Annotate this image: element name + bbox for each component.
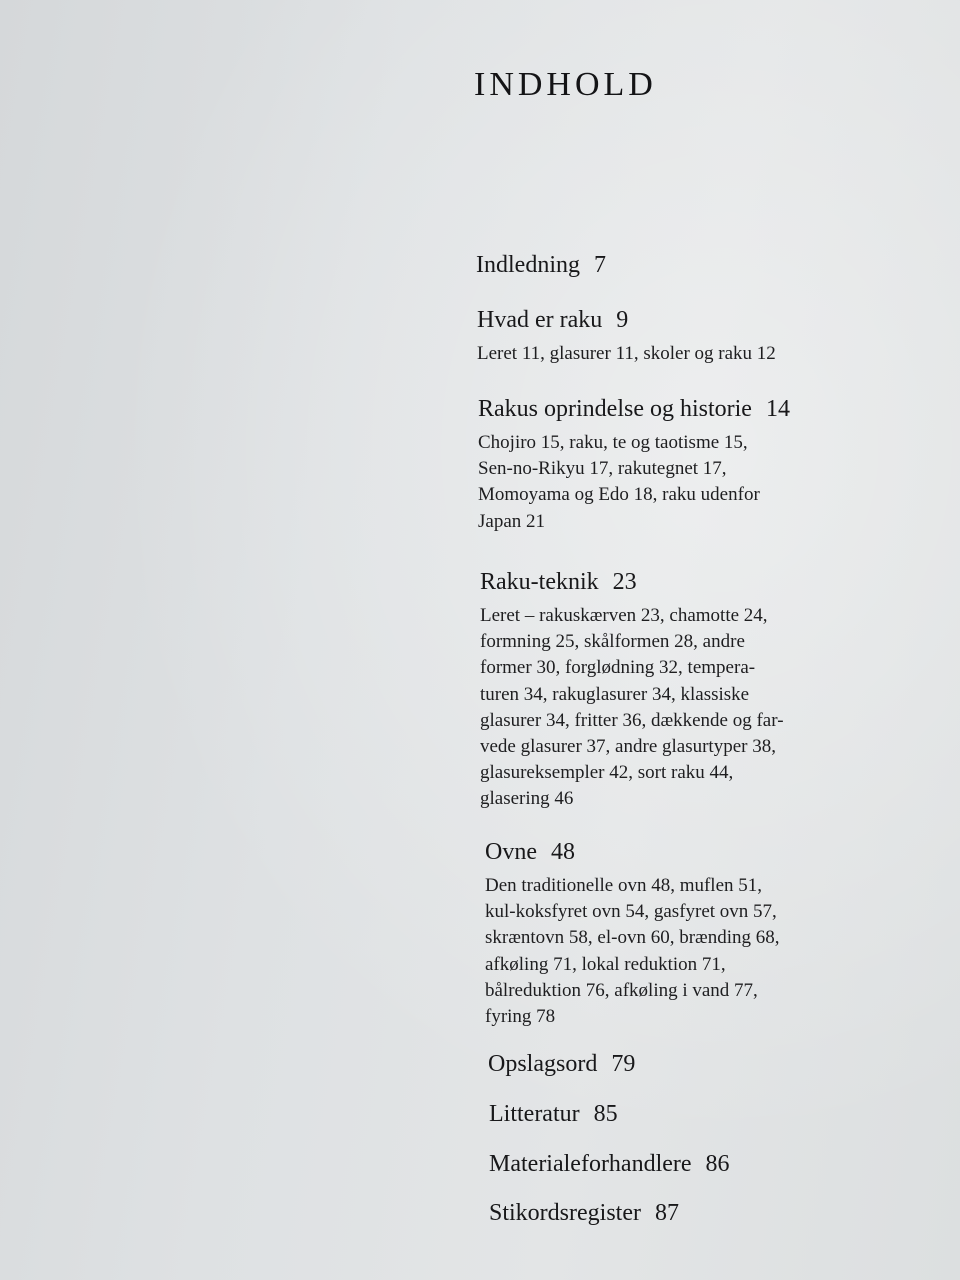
toc-entry-heading	[485, 837, 885, 867]
entry-title: Rakus oprindelse og historie	[478, 396, 752, 422]
subtopic-line: Japan 21	[478, 510, 546, 532]
entry-title: Opslagsord	[488, 1051, 598, 1077]
subtopic-line: former 30, forglødning 32, tempera-	[480, 657, 756, 679]
entry-page-number: 7	[593, 252, 606, 278]
entry-title: Ovne	[485, 839, 537, 865]
toc-entry-heading	[478, 394, 878, 424]
subtopic-line: Sen-no-Rikyu 17, rakutegnet 17,	[478, 458, 727, 480]
toc-entry-materialeforhandlere	[489, 1149, 889, 1179]
entry-subtopics	[485, 873, 885, 1030]
entry-subtopics	[480, 603, 880, 813]
entry-page-number: 14	[765, 396, 790, 422]
toc-entry-heading	[489, 1099, 889, 1129]
entry-page-number: 48	[550, 839, 575, 865]
subtopic-line: skræntovn 58, el-ovn 60, brænding 68,	[485, 927, 780, 949]
subtopic-line: glasurer 34, fritter 36, dækkende og far-	[480, 709, 784, 731]
entry-title: Materialeforhandlere	[489, 1151, 692, 1177]
toc-entry-heading	[480, 567, 880, 597]
subtopic-line: Leret – rakuskærven 23, chamotte 24,	[480, 605, 768, 626]
entry-page-number: 79	[611, 1051, 636, 1077]
toc-entry-heading	[489, 1149, 889, 1179]
toc-entry-hvad-er-raku	[477, 305, 877, 367]
toc-entry-stikordsregister	[489, 1198, 889, 1228]
subtopic-line: vede glasurer 37, andre glasurtyper 38,	[480, 736, 776, 758]
entry-page-number: 87	[654, 1200, 679, 1226]
subtopic-line: Momoyama og Edo 18, raku udenfor	[478, 484, 760, 506]
toc-entry-litteratur	[489, 1099, 889, 1129]
entry-page-number: 9	[616, 307, 629, 333]
subtopic-line: Chojiro 15, raku, te og taotisme 15,	[478, 432, 748, 453]
entry-title: Litteratur	[489, 1101, 580, 1127]
toc-entry-heading	[488, 1049, 888, 1079]
toc-entry-raku-teknik	[480, 567, 880, 813]
toc-entry-heading	[489, 1198, 889, 1228]
entry-title: Indledning	[476, 252, 580, 278]
entry-subtopics	[478, 430, 878, 535]
subtopic-line: turen 34, rakuglasurer 34, klassiske	[480, 683, 750, 705]
toc-entry-rakus-oprindelse	[478, 394, 878, 535]
subtopic-line: kul-koksfyret ovn 54, gasfyret ovn 57,	[485, 901, 777, 923]
toc-entry-indledning	[476, 250, 876, 280]
subtopic-line: bålreduktion 76, afkøling i vand 77,	[485, 979, 758, 1001]
entry-title: Hvad er raku	[477, 307, 603, 333]
toc-entry-heading	[476, 250, 876, 280]
toc-entry-ovne	[485, 837, 885, 1030]
subtopic-line: formning 25, skålformen 28, andre	[480, 631, 745, 653]
subtopic-line: glasering 46	[480, 788, 574, 810]
subtopic-line: fyring 78	[485, 1006, 556, 1028]
toc-entry-opslagsord	[488, 1049, 888, 1079]
entry-title: Stikordsregister	[489, 1200, 641, 1226]
toc-entry-heading	[477, 305, 877, 335]
subtopic-line: glasureksempler 42, sort raku 44,	[480, 762, 734, 784]
entry-page-number: 86	[705, 1151, 730, 1177]
entry-subtopics	[477, 341, 877, 367]
subtopic-line: afkøling 71, lokal reduktion 71,	[485, 953, 726, 975]
entry-page-number: 85	[593, 1101, 618, 1127]
subtopic-line: Den traditionelle ovn 48, muflen 51,	[485, 875, 763, 896]
entry-title: Raku-teknik	[480, 569, 599, 595]
page-title: INDHOLD	[474, 66, 657, 103]
entry-page-number: 23	[612, 569, 637, 595]
subtopic-line: Leret 11, glasurer 11, skoler og raku 12	[477, 343, 776, 364]
